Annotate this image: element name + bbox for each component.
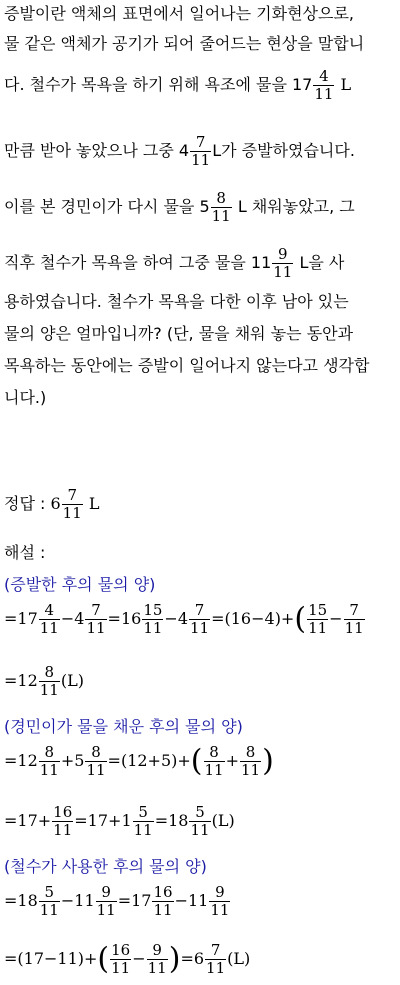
fraction: $\frac{5}{11}$: [190, 803, 210, 839]
problem-line-8: 물의 양은 얼마입니까? (단, 물을 채워 놓는 동안과: [4, 324, 354, 343]
fraction: $\frac{8}{11}$: [204, 743, 224, 779]
solution-heading-1: (증발한 후의 물의 양): [4, 575, 156, 594]
fraction: $\frac{7}{11}$: [206, 941, 226, 977]
fraction: $\frac{15}{11}$: [308, 601, 328, 637]
problem-line-9: 목욕하는 동안에는 증발이 일어나지 않는다고 생각합: [4, 356, 370, 375]
fraction: $\frac{16}{11}$: [53, 803, 73, 839]
fraction: $\frac{15}{11}$: [143, 601, 163, 637]
answer-line: [4, 487, 396, 522]
fraction: $\frac{16}{11}$: [153, 883, 173, 919]
solution-heading-3: (철수가 사용한 후의 물의 양): [4, 857, 207, 876]
equation-3: =12 $\frac{8}{11}$ +5 $\frac{8}{11}$ =(12+5)+( $\frac{8}{11}$ + $\frac{8}{11}$ ): [4, 743, 274, 779]
solution-heading-2: (경민이가 물을 채운 후의 물의 양): [4, 717, 243, 736]
problem-line-2: 물 같은 액체가 공기가 되어 줄어드는 현상을 말합니: [4, 34, 365, 53]
fraction: $\frac{4}{11}$: [39, 601, 59, 637]
fraction: $\frac{8}{11}$: [211, 189, 231, 225]
fraction: $\frac{9}{11}$: [210, 883, 230, 919]
problem-line-4: 만큼 받아 놓았으나 그중 4 $\frac{7}{11}$ L가 증발하였습니다.: [4, 133, 355, 169]
problem-line-7: 용하였습니다. 철수가 목욕을 다한 이후 남아 있는: [4, 292, 349, 311]
equation-2: =12 $\frac{8}{11}$ (L): [4, 663, 84, 699]
fraction: $\frac{8}{11}$: [39, 663, 59, 699]
equation-5: =18 $\frac{5}{11}$ −11 $\frac{9}{11}$ =17 $\frac{16}{11}$ −11 $\frac{9}{11}$: [4, 883, 230, 919]
fraction: $\frac{7}{11}$: [344, 601, 364, 637]
problem-line-10: 니다.): [4, 388, 47, 407]
problem-line-1: 증발이란 액체의 표면에서 일어나는 기화현상으로,: [4, 4, 355, 23]
solution-label: 해설 :: [4, 543, 46, 562]
answer-label: 정답 :: [4, 494, 46, 513]
fraction: $\frac{5}{11}$: [133, 803, 153, 839]
fraction: $\frac{8}{11}$: [241, 743, 261, 779]
problem-line-3: 다. 철수가 목욕을 하기 위해 욕조에 물을 17 $\frac{4}{11}$ L: [4, 67, 352, 103]
equation-1: =17 $\frac{4}{11}$ −4 $\frac{7}{11}$ =16 $\frac{15}{11}$ −4 $\frac{7}{11}$ =(16−4)+( $\frac{15}{11}$ − $\frac{7}{11}$: [4, 601, 364, 637]
fraction: $\frac{9}{11}$: [273, 245, 293, 281]
answer-whole: 6: [50, 494, 61, 513]
fraction: $\frac{7}{11}$: [191, 133, 211, 169]
equation-4: =17+ $\frac{16}{11}$ =17+1 $\frac{5}{11}$ =18 $\frac{5}{11}$ (L): [4, 803, 235, 839]
answer-unit: L: [88, 494, 100, 513]
fraction: $\frac{8}{11}$: [39, 743, 59, 779]
problem-line-6: 직후 철수가 목욕을 하여 그중 물을 11 $\frac{9}{11}$ L을 사: [4, 245, 345, 281]
fraction: $\frac{5}{11}$: [39, 883, 59, 919]
fraction: $\frac{16}{11}$: [111, 941, 131, 977]
fraction: $\frac{4}{11}$: [314, 67, 334, 103]
fraction: $\frac{7}{11}$: [190, 601, 210, 637]
answer-fraction: $\frac{7}{11}$: [62, 486, 82, 522]
equation-6: =(17−11)+( $\frac{16}{11}$ − $\frac{9}{11}$ )=6 $\frac{7}{11}$ (L): [4, 941, 251, 977]
fraction: $\frac{9}{11}$: [147, 941, 167, 977]
fraction: $\frac{7}{11}$: [86, 601, 106, 637]
fraction: $\frac{9}{11}$: [96, 883, 116, 919]
problem-line-5: 이를 본 경민이가 다시 물을 5 $\frac{8}{11}$ L 채워놓았고, 그: [4, 189, 355, 225]
fraction: $\frac{8}{11}$: [86, 743, 106, 779]
